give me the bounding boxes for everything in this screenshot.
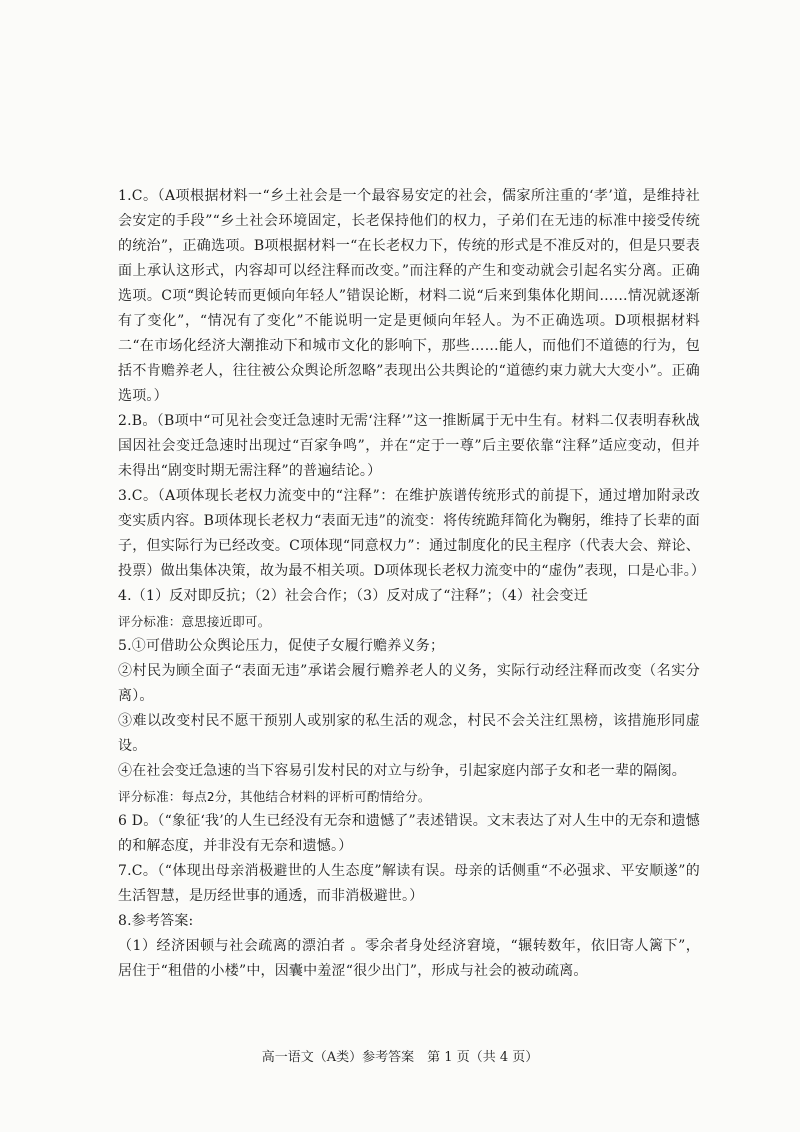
answer-q7: 7.C。（“体现出母亲消极避世的人生态度”解读有误。母亲的话侧重“不必强求、平安顺遂”的生活智慧，是历经世事的通透，而非消极避世。） xyxy=(118,863,700,904)
answer-q1: 1.C。（A项根据材料一“乡土社会是一个最容易安定的社会，儒家所注重的‘孝’道，是维持社会安定的手段”“乡土社会环境固定，长老保持他们的权力，子弟们在无违的标准中接受传统的统治”，正确选项。B项根据材料一“在长老权力下，传统的形式是不准反对的，但是只要表面上承认这形式，内容却可以经注释而改变。”而注释的产生和变动就会引起名实分离。正确选项。C项“舆论转而更倾向年轻人”错误论断，材料二说“后来到集体化期间……情况就逐渐有了变化”，“情况有了变化”不能说明一定是更倾向年轻人。为不正确选项。D项根据材料二“在市场化经济大潮推动下和城市文化的影响下，那些……能人，而他们不道德的行为，包括不肯赡养老人，往往被公众舆论所忽略”表现出公共舆论的“道德约束力就大大变小”。正确选项。） xyxy=(118,188,700,404)
answer-content xyxy=(118,184,706,984)
page-footer: 高一语文（A类）参考答案 第 1 页（共 4 页） xyxy=(261,1050,539,1065)
answer-q5-point-2: ②村民为顾全面子“表面无违”承诺会履行赡养老人的义务，实际行动经注释而改变（名实分离）。 xyxy=(118,663,700,704)
answer-q2: 2.B。（B项中“可见社会变迁急速时无需‘注释’”这一推断属于无中生有。材料二仅表明春秋战国因社会变迁急速时出现过“百家争鸣”，并在“定于一尊”后主要依靠“注释”适应变动，但并未得出“剧变时期无需注释”的普遍结论。） xyxy=(118,413,700,479)
answer-q5-criteria: 评分标准：每点2分，其他结合材料的评析可酌情给分。 xyxy=(118,789,431,804)
answer-q5 xyxy=(118,634,700,784)
answer-q5-point-4: ④在社会变迁急速的当下容易引发村民的对立与纷争，引起家庭内部子女和老一辈的隔阂。 xyxy=(118,763,686,779)
answer-q4: 4.（1）反对即反抗；（2）社会合作；（3）反对成了“注释”；（4）社会变迁 xyxy=(118,588,588,604)
answer-q3: 3.C。（A项体现长老权力流变中的“注释”：在维护族谱传统形式的前提下，通过增加附录改变实质内容。B项体现长老权力“表面无违”的流变：将传统跪拜简化为鞠躬，维持了长辈的面子，但实际行为已经改变。C项体现“同意权力”：通过制度化的民主程序（代表大会、辩论、投票）做出集体决策，故为最不相关项。D项体现长老权力流变中的“虚伪”表现，口是心非。） xyxy=(118,488,706,579)
answer-q4-criteria: 评分标准：意思接近即可。 xyxy=(118,614,271,629)
answer-q6: 6 D。（“象征‘我’的人生已经没有无奈和遗憾了”表述错误。文末表达了对人生中的无奈和遗憾的和解态度，并非没有无奈和遗憾。） xyxy=(118,813,700,854)
answer-q5-point-3: ③难以改变村民不愿干预别人或别家的私生活的观念，村民不会关注红黑榜，该措施形同虚设。 xyxy=(118,713,700,754)
answer-q8-item-1: （1）经济困顿与社会疏离的漂泊者 。零余者身处经济窘境，“辗转数年，依旧寄人篱下”，居住于“租借的小楼”中，因囊中羞涩“很少出门”，形成与社会的被动疏离。 xyxy=(118,938,700,979)
answer-q5-point-1: 5.①可借助公众舆论压力，促使子女履行赡养义务； xyxy=(118,638,445,654)
answer-q8-title: 8.参考答案: xyxy=(118,913,194,929)
